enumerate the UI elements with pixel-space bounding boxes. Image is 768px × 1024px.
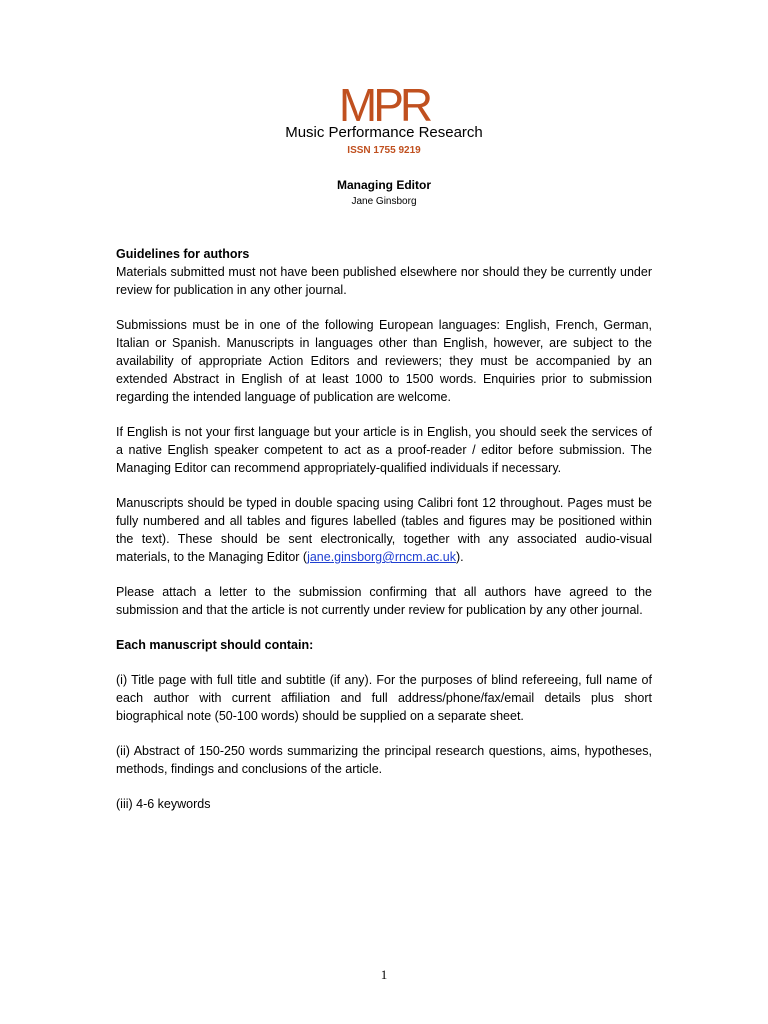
paragraph-cover-letter: Please attach a letter to the submission confirming that all authors have agreed to the submission and that the article is not currently under review for publication by any other journal. (116, 585, 652, 617)
editor-email-link[interactable]: jane.ginsborg@rncm.ac.uk (307, 550, 456, 564)
paragraph-proof-reader: If English is not your first language but your article is in English, you should seek the services of a native English speaker competent to act as a proof-reader / editor before submission. The Managing Editor can recommend appropriately-qualified individuals if necessary. (116, 425, 652, 475)
paragraph-languages: Submissions must be in one of the following European languages: English, French, German, Italian or Spanish. Manuscripts in languages other than English, however, are subject to the availability of appropriate Action Editors and reviewers; they must be accompanied by an extended Abstract in English of at least 1000 to 1500 words. Enquiries prior to submission regarding the intended language of publication are welcome. (116, 318, 652, 404)
item-title-page: (i) Title page with full title and subtitle (if any). For the purposes of blind refereeing, full name of each author with current affiliation and full address/phone/fax/email details plus short biographical note (50-100 words) should be supplied on a separate sheet. (116, 673, 652, 723)
page-number: 1 (380, 967, 388, 982)
managing-editor-heading: Managing Editor (337, 178, 431, 192)
mpr-logo (0, 79, 768, 131)
managing-editor-name: Jane Ginsborg (351, 196, 417, 207)
manuscript-contents-heading: Each manuscript should contain: (116, 638, 314, 652)
logo-text: MPR (338, 79, 430, 131)
formatting-text: Manuscripts should be typed in double spacing using Calibri font 12 throughout. Pages must be fully numbered and all tables and figures labelled (tables and figures may be positioned within the text). These should be sent electronically, together with any associated audio-visual materials, to the Managing Editor ( (116, 496, 652, 564)
paragraph-prior-publication: Materials submitted must not have been published elsewhere nor should they be currently under review for publication in any other journal. (116, 265, 652, 297)
formatting-text-end: ). (455, 550, 464, 564)
journal-title: Music Performance Research (285, 124, 483, 141)
guidelines-heading: Guidelines for authors (116, 247, 250, 261)
guidelines-section (116, 245, 652, 830)
item-abstract: (ii) Abstract of 150-250 words summarizing the principal research questions, aims, hypotheses, methods, findings and conclusions of the article. (116, 744, 652, 776)
paragraph-formatting (116, 494, 652, 566)
issn: ISSN 1755 9219 (347, 145, 421, 156)
item-keywords: (iii) 4-6 keywords (116, 797, 211, 811)
